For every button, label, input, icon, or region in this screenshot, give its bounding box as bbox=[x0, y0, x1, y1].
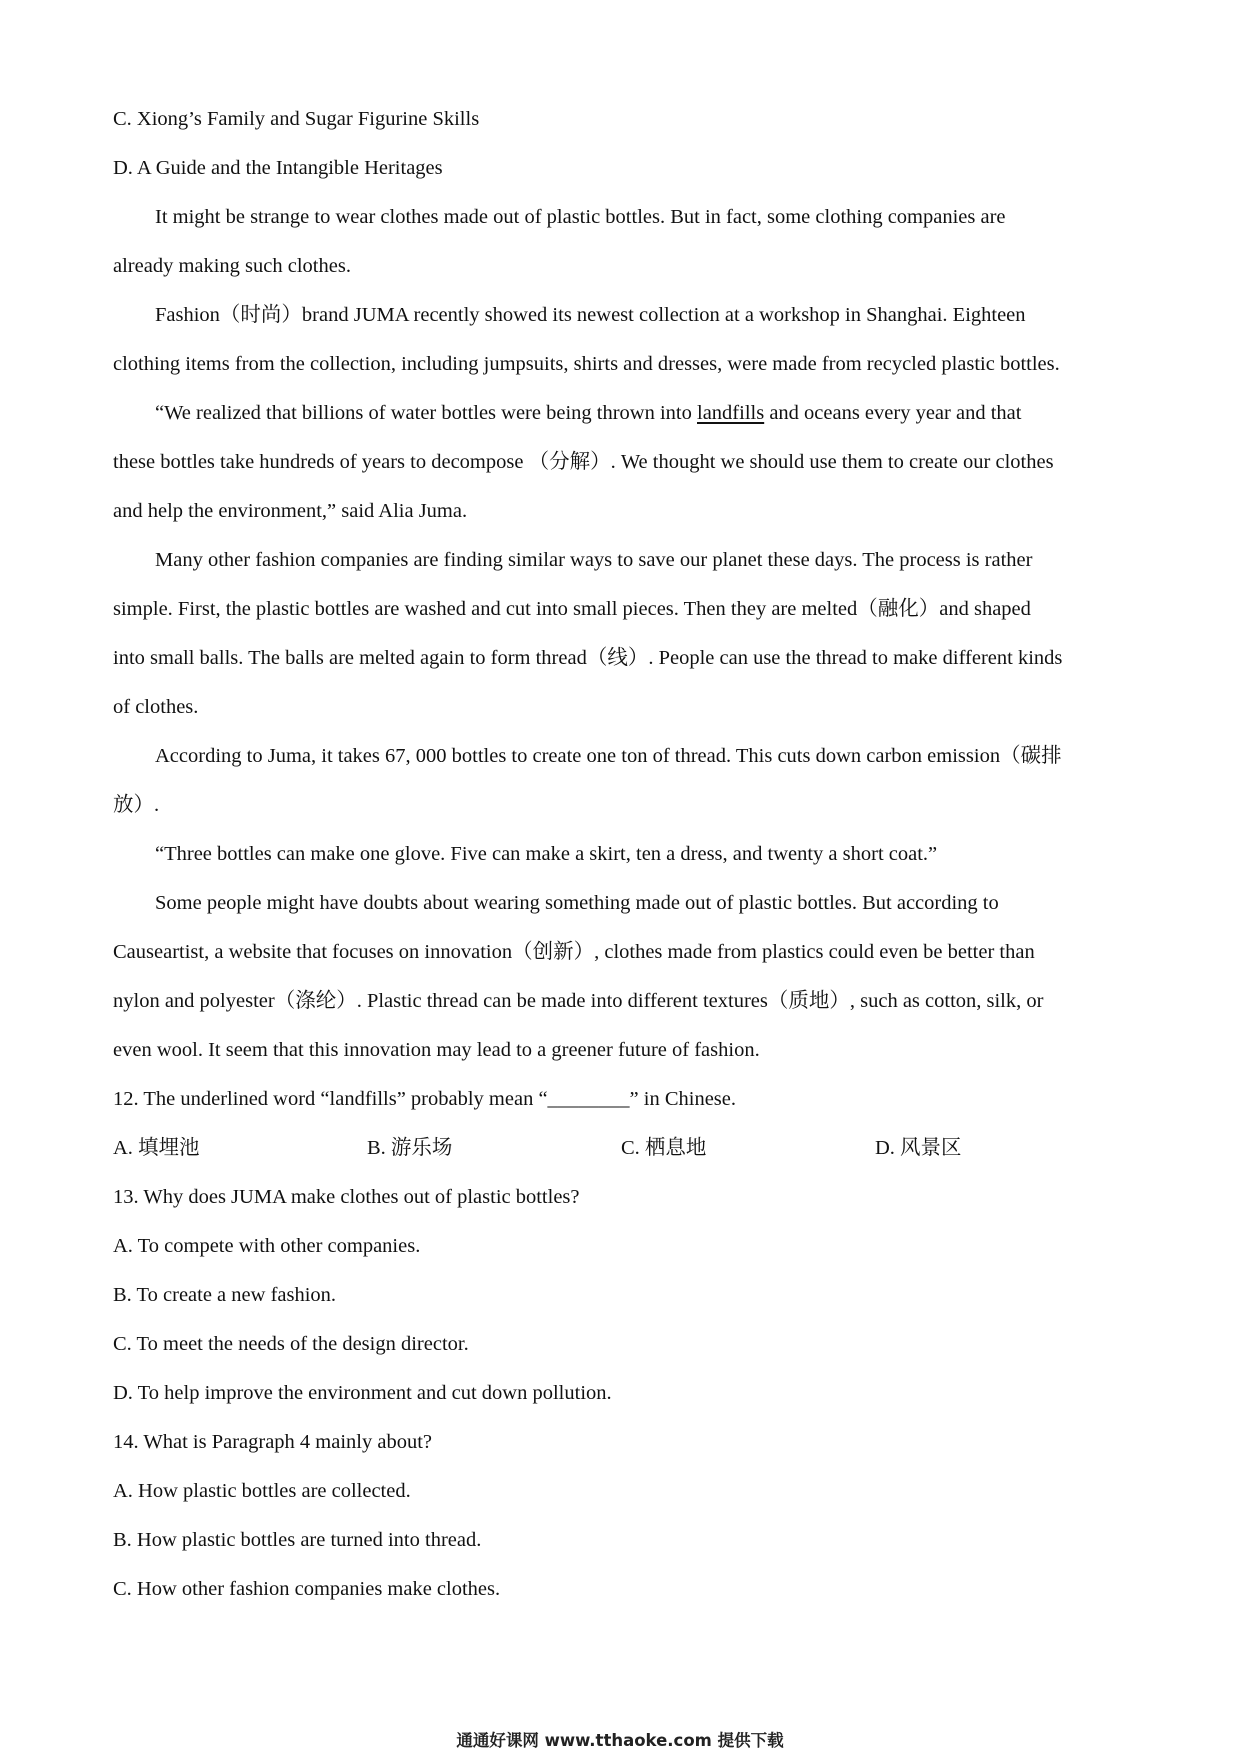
passage-line-with-underline bbox=[155, 398, 1137, 428]
question-14-stem: 14. What is Paragraph 4 mainly about? bbox=[113, 1431, 433, 1453]
question-14-option-a: A. How plastic bottles are collected. bbox=[113, 1480, 411, 1502]
passage-line: Many other fashion companies are finding similar ways to save our planet these days. The process is rather bbox=[155, 549, 1033, 571]
underlined-word-landfills: landfills bbox=[697, 402, 765, 424]
footer-watermark: 通通好课网 www.tthaoke.com 提供下载 bbox=[456, 1731, 784, 1750]
passage-line: Fashion（时尚）brand JUMA recently showed its newest collection at a workshop in Shanghai. Eighteen bbox=[155, 304, 1026, 326]
passage-line: It might be strange to wear clothes made out of plastic bottles. But in fact, some clothing companies are bbox=[155, 206, 1006, 228]
passage-line: Causeartist, a website that focuses on innovation（创新）, clothes made from plastics could even be better than bbox=[113, 941, 1035, 963]
prev-option-c: C. Xiong’s Family and Sugar Figurine Skills bbox=[113, 108, 480, 130]
passage-line: According to Juma, it takes 67, 000 bottles to create one ton of thread. This cuts down carbon emission（碳排 bbox=[155, 745, 1062, 767]
passage-line: nylon and polyester（涤纶）. Plastic thread can be made into different textures（质地）, such as cotton, silk, or bbox=[113, 990, 1044, 1012]
passage-line: and help the environment,” said Alia Juma. bbox=[113, 500, 468, 522]
question-14-option-c: C. How other fashion companies make clothes. bbox=[113, 1578, 501, 1600]
question-12-stem: 12. The underlined word “landfills” probably mean “________” in Chinese. bbox=[113, 1088, 737, 1110]
question-13-option-b: B. To create a new fashion. bbox=[113, 1284, 337, 1306]
passage-line: even wool. It seem that this innovation may lead to a greener future of fashion. bbox=[113, 1039, 760, 1061]
question-12-option-d: D. 风景区 bbox=[875, 1137, 962, 1159]
question-12-option-c: C. 栖息地 bbox=[621, 1137, 707, 1159]
passage-line: of clothes. bbox=[113, 696, 199, 718]
question-12-option-a: A. 填埋池 bbox=[113, 1137, 200, 1159]
question-13-option-c: C. To meet the needs of the design director. bbox=[113, 1333, 469, 1355]
passage-text: and oceans every year and that bbox=[764, 402, 1022, 424]
passage-line: into small balls. The balls are melted again to form thread（线）. People can use the thread to make different kinds bbox=[113, 647, 1063, 669]
question-13-option-a: A. To compete with other companies. bbox=[113, 1235, 421, 1257]
passage-line: “Three bottles can make one glove. Five can make a skirt, ten a dress, and twenty a short coat.” bbox=[155, 843, 938, 865]
passage-line: clothing items from the collection, including jumpsuits, shirts and dresses, were made from recycled plastic bottles. bbox=[113, 353, 1060, 375]
question-13-option-d: D. To help improve the environment and cut down pollution. bbox=[113, 1382, 612, 1404]
passage-line: Some people might have doubts about wearing something made out of plastic bottles. But according to bbox=[155, 892, 999, 914]
question-12-option-b: B. 游乐场 bbox=[367, 1137, 453, 1159]
prev-option-d: D. A Guide and the Intangible Heritages bbox=[113, 157, 443, 179]
passage-line: these bottles take hundreds of years to decompose （分解）. We thought we should use them to create our clothes bbox=[113, 451, 1054, 473]
passage-text: “We realized that billions of water bottles were being thrown into bbox=[155, 402, 697, 424]
question-13-stem: 13. Why does JUMA make clothes out of plastic bottles? bbox=[113, 1186, 580, 1208]
passage-line: simple. First, the plastic bottles are washed and cut into small pieces. Then they are melted（融化）and shaped bbox=[113, 598, 1031, 620]
passage-line: already making such clothes. bbox=[113, 255, 351, 277]
question-14-option-b: B. How plastic bottles are turned into thread. bbox=[113, 1529, 482, 1551]
passage-line: 放）. bbox=[113, 794, 160, 816]
